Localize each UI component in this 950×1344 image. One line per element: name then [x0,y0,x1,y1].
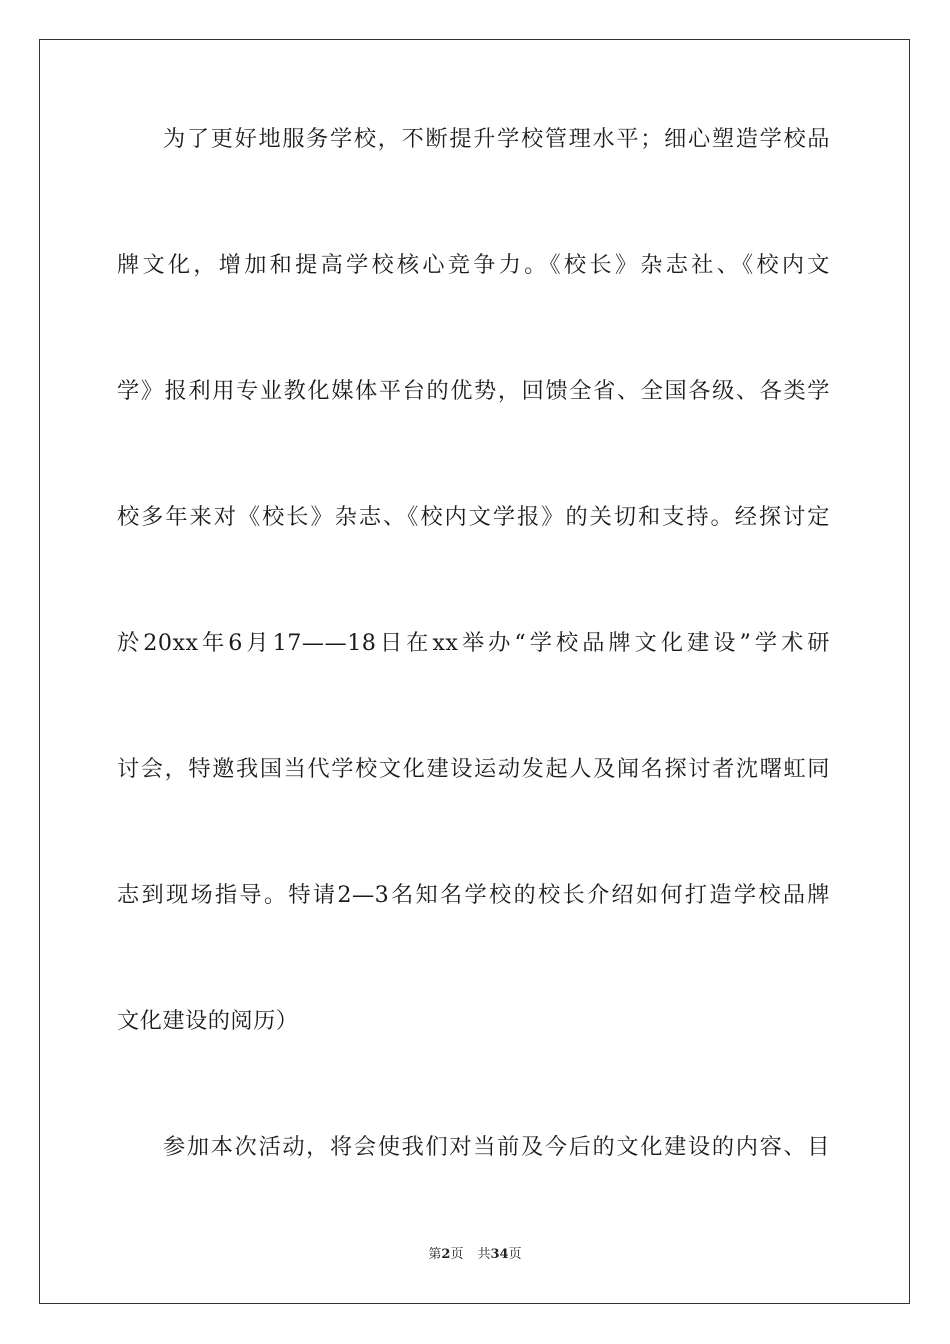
paragraph-1-line-1: 为了更好地服务学校，不断提升学校管理水平；细心塑造学校品 [163,126,830,152]
total-pages: 34 [490,1247,509,1262]
paragraph-1-line-8: 文化建设的阅历） [117,1008,299,1034]
page-prefix: 第 [428,1247,442,1262]
page-suffix: 页 [450,1247,464,1262]
page-footer [0,1247,950,1263]
paragraph-2-line-1: 参加本次活动，将会使我们对当前及今后的文化建设的内容、目 [163,1134,830,1160]
total-prefix: 共 [477,1247,491,1262]
paragraph-1-line-7: 志到现场指导。特请2—3名知名学校的校长介绍如何打造学校品牌 [117,882,830,908]
document-body [117,126,830,1160]
paragraph-1-line-4: 校多年来对《校长》杂志、《校内文学报》的关切和支持。经探讨定 [117,504,830,530]
paragraph-1-line-5: 於20xx年6月17——18日在xx举办“学校品牌文化建设”学术研 [117,630,830,656]
paragraph-1-line-2: 牌文化，增加和提高学校核心竞争力。《校长》杂志社、《校内文 [117,252,830,278]
page-number: 2 [441,1247,451,1262]
total-suffix: 页 [508,1247,522,1262]
paragraph-1-line-3: 学》报利用专业教化媒体平台的优势，回馈全省、全国各级、各类学 [117,378,830,404]
paragraph-1-line-6: 讨会，特邀我国当代学校文化建设运动发起人及闻名探讨者沈曙虹同 [117,756,830,782]
